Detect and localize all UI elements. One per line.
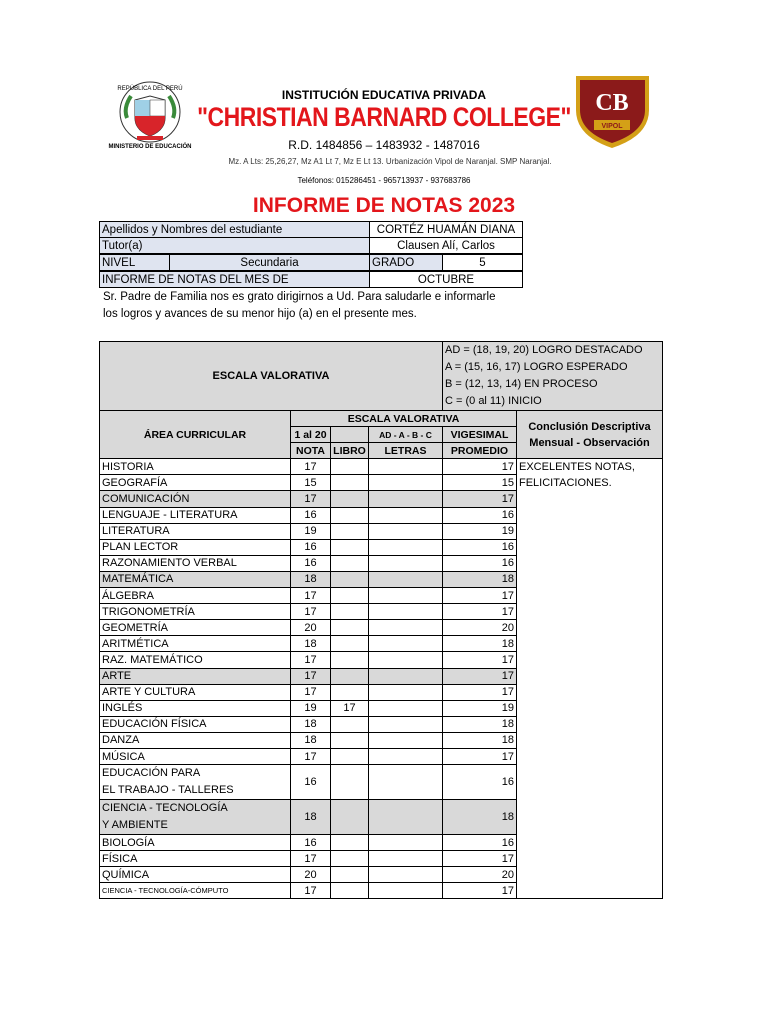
tutor-value: Clausen Alí, Carlos — [369, 237, 523, 254]
promedio-cell: 17 — [443, 491, 517, 507]
nota-cell: 19 — [291, 700, 331, 716]
promedio-cell: 16 — [443, 765, 517, 800]
nota-cell: 17 — [291, 588, 331, 604]
promedio-cell: 17 — [443, 588, 517, 604]
letras-cell — [369, 555, 443, 571]
promedio-cell: 17 — [443, 883, 517, 899]
promedio-cell: 19 — [443, 700, 517, 716]
nota-cell: 17 — [291, 748, 331, 764]
nota-cell: 17 — [291, 459, 331, 475]
promedio-cell: 17 — [443, 668, 517, 684]
promedio-cell: 15 — [443, 475, 517, 491]
letras-cell — [369, 716, 443, 732]
student-name-label: Apellidos y Nombres del estudiante — [99, 221, 370, 238]
nota-cell: 16 — [291, 835, 331, 851]
area-cell: CIENCIA - TECNOLOGÍA Y AMBIENTE — [100, 800, 291, 835]
libro-cell — [331, 867, 369, 883]
nota-cell: 17 — [291, 604, 331, 620]
promedio-cell: 19 — [443, 523, 517, 539]
grade-value: 5 — [442, 254, 523, 271]
promedio-cell: 18 — [443, 732, 517, 748]
seal-caption: MINISTERIO DE EDUCACIÓN — [108, 144, 192, 150]
area-cell: MATEMÁTICA — [100, 571, 291, 587]
letras-cell — [369, 588, 443, 604]
letras-cell — [369, 684, 443, 700]
area-cell: GEOMETRÍA — [100, 620, 291, 636]
header-letras: LETRAS — [369, 443, 443, 459]
libro-cell — [331, 851, 369, 867]
letras-cell — [369, 620, 443, 636]
nota-cell: 20 — [291, 620, 331, 636]
area-cell: HISTORIA — [100, 459, 291, 475]
nota-cell: 17 — [291, 851, 331, 867]
promedio-cell: 17 — [443, 459, 517, 475]
area-cell: TRIGONOMETRÍA — [100, 604, 291, 620]
promedio-cell: 20 — [443, 620, 517, 636]
nota-cell: 16 — [291, 539, 331, 555]
area-cell: LENGUAJE - LITERATURA — [100, 507, 291, 523]
libro-cell — [331, 883, 369, 899]
libro-cell — [331, 765, 369, 800]
nota-cell: 16 — [291, 555, 331, 571]
letras-cell — [369, 652, 443, 668]
header-range: 1 al 20 — [291, 427, 331, 443]
letras-cell — [369, 507, 443, 523]
header-area: ÁREA CURRICULAR — [100, 411, 291, 459]
area-cell: RAZ. MATEMÁTICO — [100, 652, 291, 668]
libro-cell — [331, 588, 369, 604]
nota-cell: 18 — [291, 716, 331, 732]
scale-line: A = (15, 16, 17) LOGRO ESPERADO — [445, 361, 628, 373]
observation-cell: EXCELENTES NOTAS, FELICITACIONES. — [517, 459, 663, 899]
letras-cell — [369, 835, 443, 851]
area-cell: EDUCACIÓN PARA EL TRABAJO - TALLERES — [100, 765, 291, 800]
letras-cell — [369, 571, 443, 587]
nota-cell: 17 — [291, 668, 331, 684]
header-letters-range: AD - A - B - C — [369, 427, 443, 443]
level-label: NIVEL — [99, 254, 170, 271]
libro-cell — [331, 491, 369, 507]
letras-cell — [369, 883, 443, 899]
letras-cell — [369, 523, 443, 539]
nota-cell: 17 — [291, 652, 331, 668]
promedio-cell: 18 — [443, 636, 517, 652]
libro-cell — [331, 523, 369, 539]
letras-cell — [369, 732, 443, 748]
resolution-numbers: R.D. 1484856 – 1483932 - 1487016 — [288, 138, 480, 152]
letras-cell — [369, 867, 443, 883]
libro-cell — [331, 684, 369, 700]
nota-cell: 17 — [291, 491, 331, 507]
header-scale: ESCALA VALORATIVA — [291, 411, 517, 427]
nota-cell: 16 — [291, 507, 331, 523]
scale-line: B = (12, 13, 14) EN PROCESO — [445, 378, 598, 390]
promedio-cell: 16 — [443, 835, 517, 851]
libro-cell — [331, 652, 369, 668]
area-cell: INGLÉS — [100, 700, 291, 716]
promedio-cell: 16 — [443, 539, 517, 555]
promedio-cell: 16 — [443, 507, 517, 523]
libro-cell — [331, 620, 369, 636]
letras-cell — [369, 700, 443, 716]
crest-sub: VIPOL — [601, 123, 623, 130]
institution-address: Mz. A Lts: 25,26,27, Mz A1 Lt 7, Mz E Lt 13. Urbanización Vipol de Naranjal. SMP Naranjal. — [228, 157, 552, 166]
area-cell: CIENCIA - TECNOLOGÍA-CÓMPUTO — [100, 883, 291, 899]
grades-table — [99, 341, 663, 899]
area-cell: ÁLGEBRA — [100, 588, 291, 604]
libro-cell — [331, 475, 369, 491]
libro-cell — [331, 571, 369, 587]
area-cell: PLAN LECTOR — [100, 539, 291, 555]
area-cell: ARITMÉTICA — [100, 636, 291, 652]
area-cell: COMUNICACIÓN — [100, 491, 291, 507]
letras-cell — [369, 491, 443, 507]
header-vigesimal: VIGESIMAL — [443, 427, 517, 443]
libro-cell — [331, 748, 369, 764]
seal-ring-text: REPÚBLICA DEL PERÚ — [117, 86, 183, 92]
area-cell: EDUCACIÓN FÍSICA — [100, 716, 291, 732]
letras-cell — [369, 475, 443, 491]
nota-cell: 17 — [291, 684, 331, 700]
letras-cell — [369, 765, 443, 800]
header-conclusion: Conclusión Descriptiva Mensual - Observación — [517, 411, 663, 459]
nota-cell: 17 — [291, 883, 331, 899]
libro-cell — [331, 636, 369, 652]
nota-cell: 20 — [291, 867, 331, 883]
letras-cell — [369, 459, 443, 475]
scale-legend-text — [443, 342, 663, 411]
area-cell: ARTE Y CULTURA — [100, 684, 291, 700]
area-cell: FÍSICA — [100, 851, 291, 867]
promedio-cell: 17 — [443, 748, 517, 764]
libro-cell: 17 — [331, 700, 369, 716]
nota-cell: 16 — [291, 765, 331, 800]
crest-letters: CB — [595, 90, 629, 116]
nota-cell: 19 — [291, 523, 331, 539]
libro-cell — [331, 539, 369, 555]
tutor-label: Tutor(a) — [99, 237, 370, 254]
student-name-value: CORTÉZ HUAMÁN DIANA — [369, 221, 523, 238]
area-cell: MÚSICA — [100, 748, 291, 764]
promedio-cell: 20 — [443, 867, 517, 883]
header-libro: LIBRO — [331, 443, 369, 459]
institution-name: "CHRISTIAN BARNARD COLLEGE" — [197, 101, 571, 132]
libro-cell — [331, 716, 369, 732]
letras-cell — [369, 800, 443, 835]
header-promedio: PROMEDIO — [443, 443, 517, 459]
report-month-value: OCTUBRE — [369, 271, 523, 288]
libro-cell — [331, 668, 369, 684]
letras-cell — [369, 748, 443, 764]
report-title: INFORME DE NOTAS 2023 — [252, 194, 516, 217]
parent-message-line-1: Sr. Padre de Familia nos es grato dirigirnos a Ud. Para saludarle e informarle — [103, 291, 496, 303]
promedio-cell: 18 — [443, 800, 517, 835]
scale-legend-row — [100, 342, 663, 411]
area-cell: DANZA — [100, 732, 291, 748]
nota-cell: 18 — [291, 571, 331, 587]
area-cell: ARTE — [100, 668, 291, 684]
promedio-cell: 17 — [443, 684, 517, 700]
letras-cell — [369, 636, 443, 652]
letras-cell — [369, 539, 443, 555]
libro-cell — [331, 459, 369, 475]
scale-line: C = (0 al 11) INICIO — [445, 395, 542, 407]
promedio-cell: 17 — [443, 652, 517, 668]
grade-label: GRADO — [369, 254, 443, 271]
area-cell: GEOGRAFÍA — [100, 475, 291, 491]
letras-cell — [369, 604, 443, 620]
header-nota: NOTA — [291, 443, 331, 459]
header-row-1 — [100, 411, 663, 427]
libro-cell — [331, 835, 369, 851]
libro-cell — [331, 604, 369, 620]
promedio-cell: 18 — [443, 716, 517, 732]
area-cell: RAZONAMIENTO VERBAL — [100, 555, 291, 571]
header-range-blank — [331, 427, 369, 443]
nota-cell: 18 — [291, 636, 331, 652]
nota-cell: 15 — [291, 475, 331, 491]
institution-type: INSTITUCIÓN EDUCATIVA PRIVADA — [281, 88, 487, 102]
institution-phones: Teléfonos: 015286451 - 965713937 - 937683786 — [297, 176, 471, 185]
report-month-label: INFORME DE NOTAS DEL MES DE — [99, 271, 370, 288]
scale-legend-label: ESCALA VALORATIVA — [100, 342, 443, 411]
promedio-cell: 17 — [443, 604, 517, 620]
libro-cell — [331, 507, 369, 523]
nota-cell: 18 — [291, 800, 331, 835]
area-cell: LITERATURA — [100, 523, 291, 539]
promedio-cell: 17 — [443, 851, 517, 867]
promedio-cell: 16 — [443, 555, 517, 571]
parent-message-line-2: los logros y avances de su menor hijo (a) en el presente mes. — [103, 308, 417, 320]
letras-cell — [369, 851, 443, 867]
nota-cell: 18 — [291, 732, 331, 748]
table-row — [100, 459, 663, 475]
area-cell: QUÍMICA — [100, 867, 291, 883]
level-value: Secundaria — [169, 254, 370, 271]
libro-cell — [331, 800, 369, 835]
promedio-cell: 18 — [443, 571, 517, 587]
area-cell: BIOLOGÍA — [100, 835, 291, 851]
libro-cell — [331, 555, 369, 571]
letras-cell — [369, 668, 443, 684]
libro-cell — [331, 732, 369, 748]
scale-line: AD = (18, 19, 20) LOGRO DESTACADO — [445, 344, 643, 356]
